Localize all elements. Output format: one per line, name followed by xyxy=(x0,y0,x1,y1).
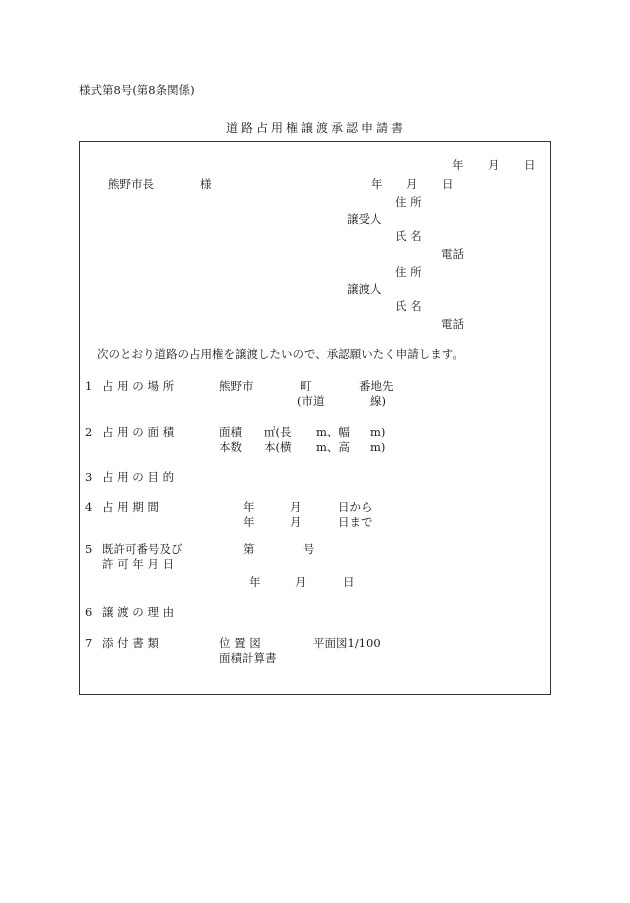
item-1-number: 1 xyxy=(85,379,93,393)
period-to-year: 年 xyxy=(243,515,255,529)
attachment-area-calculation: 面積計算書 xyxy=(219,651,277,665)
place-lot: 番地先 xyxy=(359,379,394,393)
area-unit: ㎡(長 xyxy=(264,425,292,439)
area-length-unit: m、幅 xyxy=(316,425,350,439)
form-number: 様式第8号(第8条関係) xyxy=(79,83,195,97)
addressee-name: 熊野市長 xyxy=(108,177,154,191)
place-city: 熊野市 xyxy=(219,379,254,393)
item-4-label: 占 用 期 間 xyxy=(102,500,159,514)
transferee-role: 譲受人 xyxy=(347,212,382,226)
applicant-day: 日 xyxy=(442,177,454,191)
period-from-day: 日から xyxy=(338,500,373,514)
transferor-address-label: 住 所 xyxy=(395,265,422,279)
count-unit: 本(横 xyxy=(264,440,292,454)
addressee-honorific: 様 xyxy=(200,177,212,191)
permit-dai: 第 xyxy=(243,542,255,556)
transferor-name-label: 氏 名 xyxy=(395,299,422,313)
item-2-number: 2 xyxy=(85,425,93,439)
transferee-name-label: 氏 名 xyxy=(395,229,422,243)
applicant-month: 月 xyxy=(406,177,418,191)
item-4-number: 4 xyxy=(85,500,93,514)
transferor-role: 譲渡人 xyxy=(347,282,382,296)
attachment-plan-drawing: 平面図1/100 xyxy=(313,636,381,650)
item-7-number: 7 xyxy=(85,636,93,650)
permit-go: 号 xyxy=(303,542,315,556)
page-title: 道路占用権譲渡承認申請書 xyxy=(226,121,407,135)
item-3-number: 3 xyxy=(85,470,93,484)
intro-text: 次のとおり道路の占用権を譲渡したいので、承認願いたく申請します。 xyxy=(97,347,464,361)
item-5-label-line2: 許 可 年 月 日 xyxy=(102,557,175,571)
item-6-label: 譲 渡 の 理 由 xyxy=(102,605,175,619)
permit-month: 月 xyxy=(295,575,307,589)
item-7-label: 添 付 書 類 xyxy=(102,636,159,650)
count-height-unit: m) xyxy=(370,440,386,454)
item-2-label: 占 用 の 面 積 xyxy=(102,425,175,439)
count-width-unit: m、高 xyxy=(316,440,350,454)
attachment-location-map: 位 置 図 xyxy=(219,636,261,650)
area-width-unit: m) xyxy=(370,425,386,439)
item-1-label: 占 用 の 場 所 xyxy=(102,379,175,393)
count-label: 本数 xyxy=(219,440,242,454)
submission-month: 月 xyxy=(488,158,500,172)
item-3-label: 占 用 の 目 的 xyxy=(102,470,175,484)
permit-day: 日 xyxy=(343,575,355,589)
place-road-suffix: 線) xyxy=(370,394,386,408)
permit-year: 年 xyxy=(249,575,261,589)
period-to-month: 月 xyxy=(290,515,302,529)
item-5-number: 5 xyxy=(85,542,93,556)
area-label: 面積 xyxy=(219,425,242,439)
place-town: 町 xyxy=(300,379,312,393)
transferee-address-label: 住 所 xyxy=(395,195,422,209)
transferee-phone-label: 電話 xyxy=(441,247,464,261)
period-from-month: 月 xyxy=(290,500,302,514)
submission-day: 日 xyxy=(524,158,536,172)
item-6-number: 6 xyxy=(85,605,93,619)
submission-year: 年 xyxy=(452,158,464,172)
applicant-year: 年 xyxy=(371,177,383,191)
period-to-day: 日まで xyxy=(338,515,373,529)
place-road-prefix: (市道 xyxy=(297,394,325,408)
transferor-phone-label: 電話 xyxy=(441,317,464,331)
item-5-label-line1: 既許可番号及び xyxy=(102,542,183,556)
period-from-year: 年 xyxy=(243,500,255,514)
